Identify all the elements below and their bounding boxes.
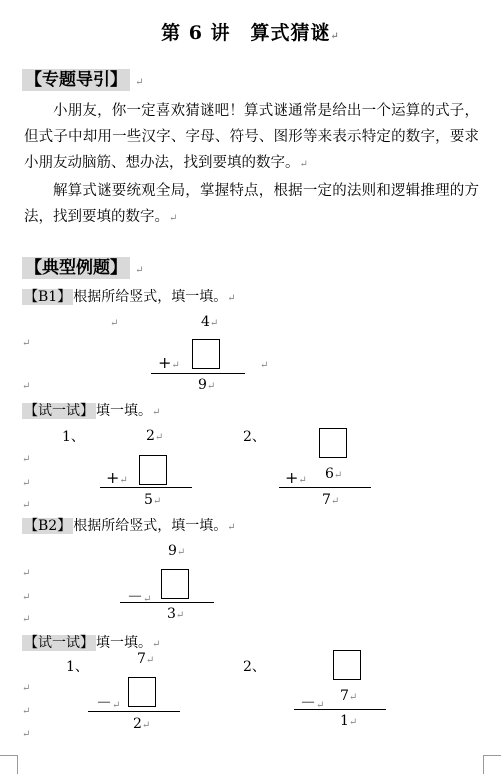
b2-top-number: 9↵	[168, 543, 186, 559]
try2-question: 【试一试】 填一填。↵	[24, 635, 161, 651]
return-mark: ↵	[22, 381, 31, 392]
b2-answer-box[interactable]	[161, 569, 189, 599]
try1-p1-top: 2↵	[146, 428, 164, 444]
return-mark: ↵	[22, 338, 31, 349]
try2-p2-difference-line	[294, 709, 386, 710]
intro-text	[24, 98, 479, 232]
intro-paragraph-2: 解算式谜要统观全局，掌握特点，根据一定的法则和逻辑推理的方法，找到要填的数字。↵	[24, 183, 479, 225]
b1-top-number: 4↵	[201, 314, 219, 330]
section-heading-intro: 【专题导引】 ↵	[22, 65, 143, 90]
return-mark: ↵	[22, 568, 31, 579]
try1-p1-result: 5↵	[144, 492, 162, 508]
try1-p1-index: 1、	[62, 429, 85, 445]
page-title: 第 6 讲 算式猜谜↵	[161, 22, 340, 44]
try1-p2-operator: +↵	[285, 468, 307, 487]
return-mark: ↵	[22, 729, 31, 740]
try2-p1-difference-line	[88, 711, 180, 712]
return-mark: ↵	[22, 706, 31, 717]
return-mark: ↵	[22, 592, 31, 603]
b2-question: 【B2】 根据所给竖式，填一填。↵	[24, 518, 236, 534]
try2-p2-answer-box[interactable]	[333, 650, 361, 680]
return-mark: ↵	[22, 500, 31, 511]
b1-question: 【B1】 根据所给竖式，填一填。↵	[24, 289, 236, 305]
try1-question: 【试一试】 填一填。↵	[24, 403, 161, 419]
try1-p2-answer-box[interactable]	[319, 428, 347, 458]
try2-p1-top: 7↵	[137, 651, 155, 667]
try2-p2-result: 1↵	[340, 713, 358, 729]
try1-p1-answer-box[interactable]	[139, 455, 167, 485]
page-corner-mark-left	[0, 756, 18, 774]
b2-difference-line	[120, 602, 214, 603]
try2-p2-operator: －↵	[300, 693, 325, 712]
try2-p1-operator: －↵	[96, 693, 121, 712]
try1-p1-operator: +↵	[106, 468, 128, 487]
page-corner-line-right	[483, 755, 501, 756]
intro-paragraph-1: 小朋友，你一定喜欢猜谜吧！算式谜通常是给出一个运算的式子，但式子中却用一些汉字、字母、符号、图形等来表示特定的数字，要求小朋友动脑筋、想办法，找到要填的数字。↵	[24, 103, 479, 171]
return-mark: ↵	[22, 454, 31, 465]
try2-p2-second: 7↵	[340, 688, 358, 704]
try1-p2-index: 2、	[243, 429, 266, 445]
b1-sum-line	[151, 373, 245, 374]
return-mark: ↵	[260, 360, 269, 371]
try1-p2-sum-line	[279, 487, 371, 488]
try2-p1-index: 1、	[66, 659, 89, 675]
try1-p2-second: 6↵	[325, 466, 343, 482]
section-heading-examples: 【典型例题】 ↵	[22, 253, 143, 278]
b1-operator: +↵	[158, 353, 180, 372]
page-corner-mark-right	[483, 756, 501, 774]
page-corner-line-left	[0, 755, 18, 756]
try1-p2-result: 7↵	[322, 492, 340, 508]
b1-result: 9↵	[198, 377, 216, 393]
return-mark: ↵	[110, 318, 119, 329]
try2-p2-index: 2、	[243, 659, 266, 675]
try1-p1-sum-line	[100, 487, 192, 488]
b2-result: 3↵	[167, 606, 185, 622]
return-mark: ↵	[22, 683, 31, 694]
try2-p1-result: 2↵	[133, 716, 151, 732]
return-mark: ↵	[22, 478, 31, 489]
return-mark: ↵	[22, 614, 31, 625]
b2-operator: －↵	[127, 587, 152, 606]
b1-answer-box[interactable]	[192, 339, 220, 369]
try2-p1-answer-box[interactable]	[128, 677, 156, 707]
